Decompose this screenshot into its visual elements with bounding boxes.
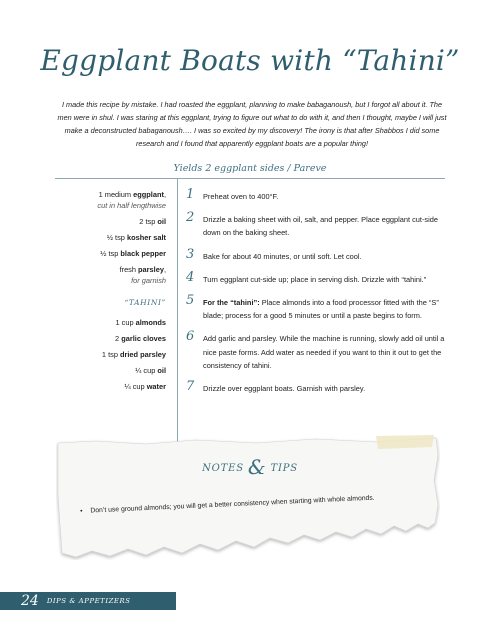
ingredient-name: oil xyxy=(157,366,166,375)
divider-vertical xyxy=(177,178,178,443)
step-number: 4 xyxy=(186,269,195,285)
ingredient-name: almonds xyxy=(135,318,166,327)
notes-ampersand: & xyxy=(247,455,267,479)
step-number: 7 xyxy=(186,379,195,395)
notes-title-right: TIPS xyxy=(270,463,298,474)
footer-bar xyxy=(0,592,176,610)
tahini-ingredient-item xyxy=(60,317,166,328)
ingredient-name: kosher salt xyxy=(126,233,166,242)
step-number: 2 xyxy=(186,210,195,226)
instructions-list xyxy=(186,187,448,395)
page-number: 24 xyxy=(21,593,39,609)
ingredient-suffix: , xyxy=(163,190,166,199)
ingredient-name: dried parsley xyxy=(119,350,166,359)
ingredient-amount: ¼ cup xyxy=(124,382,147,391)
ingredient-amount: 1 medium xyxy=(98,190,134,199)
step-text: Bake for about 40 minutes, or until soft. Let cool. xyxy=(203,251,362,261)
ingredient-item xyxy=(60,248,166,259)
step-number: 3 xyxy=(186,246,195,262)
ingredient-amount: ½ tsp xyxy=(100,249,121,258)
recipe-title: Eggplant Boats with “Tahini” xyxy=(40,44,460,77)
ingredient-name: eggplant xyxy=(133,190,164,199)
ingredient-item xyxy=(60,189,166,211)
ingredient-name: black pepper xyxy=(120,249,166,258)
ingredient-amount: 1 tsp xyxy=(101,350,120,359)
ingredient-name: garlic cloves xyxy=(121,334,166,343)
ingredient-amount: fresh xyxy=(119,265,139,274)
tape-piece xyxy=(376,435,434,449)
step-text: Turn eggplant cut-side up; place in serving dish. Drizzle with “tahini.” xyxy=(203,274,427,284)
ingredient-amount: 1 cup xyxy=(115,318,136,327)
yields-line: Yields 2 eggplant sides / Pareve xyxy=(173,163,327,174)
tahini-ingredient-item xyxy=(60,349,166,360)
recipe-intro: I made this recipe by mistake. I had roasted the eggplant, planning to make babaganoush, but I forgot all about it. The men were in shul. I was staring at this eggplant, trying to figure out what to do with it, and then I thought, maybe I will just make a deconstructed babaganoush…. I was so excited by my discovery! The irony is that after Shabbos I did some research and I found that apparently eggplant boats are a popular thing! xyxy=(57,100,447,149)
instruction-step xyxy=(186,379,448,395)
section-name: DIPS & APPETIZERS xyxy=(46,597,131,605)
tahini-ingredient-item xyxy=(60,333,166,344)
step-text: Drizzle over eggplant boats. Garnish with parsley. xyxy=(203,384,366,394)
ingredients-list xyxy=(60,189,166,397)
step-number: 6 xyxy=(186,329,195,345)
bullet-icon: • xyxy=(80,507,83,515)
notes-title-left: NOTES xyxy=(202,463,244,474)
ingredient-name: parsley xyxy=(138,265,164,274)
ingredient-name: water xyxy=(146,382,166,391)
instruction-step xyxy=(186,269,448,286)
ingredient-item xyxy=(60,232,166,243)
ingredient-note: for garnish xyxy=(131,276,166,285)
tahini-ingredient-item xyxy=(60,381,166,392)
ingredient-amount: 2 tsp xyxy=(139,217,158,226)
ingredient-item xyxy=(60,264,166,286)
instruction-step xyxy=(186,329,448,372)
instruction-step xyxy=(186,246,448,263)
tahini-heading: “TAHINI” xyxy=(124,298,166,307)
step-number: 1 xyxy=(186,187,195,202)
step-number: 5 xyxy=(186,293,195,309)
ingredient-suffix: , xyxy=(163,265,166,274)
instruction-step xyxy=(186,293,448,322)
tahini-ingredient-item xyxy=(60,365,166,376)
instruction-step xyxy=(186,187,448,203)
divider-horizontal xyxy=(55,178,445,179)
step-text: Place almonds into a food processor fitted with the “S” blade; process for a good 5 minutes or until a paste begins to form. xyxy=(203,298,439,321)
ingredient-note: cut in half lengthwise xyxy=(97,201,166,210)
step-text: Drizzle a baking sheet with oil, salt, and pepper. Place eggplant cut-side down on the baking sheet. xyxy=(203,215,438,238)
step-text: Add garlic and parsley. While the machine is running, slowly add oil until a nice paste forms. Add water as needed if you want to thin it out to get the consistency of tahini. xyxy=(203,334,445,370)
instruction-step xyxy=(186,210,448,239)
ingredient-amount: 2 xyxy=(115,334,122,343)
ingredient-amount: ½ tsp xyxy=(106,233,127,242)
notes-item-text: Don’t use ground almonds; you will get a better consistency when starting with whole almonds. xyxy=(90,494,375,515)
ingredient-amount: ¼ cup xyxy=(135,366,158,375)
notes-title xyxy=(0,455,500,479)
step-text: Preheat oven to 400°F. xyxy=(203,192,279,201)
ingredient-item xyxy=(60,216,166,227)
step-bold-text: For the “tahini”: xyxy=(203,298,260,308)
ingredient-name: oil xyxy=(157,217,166,226)
